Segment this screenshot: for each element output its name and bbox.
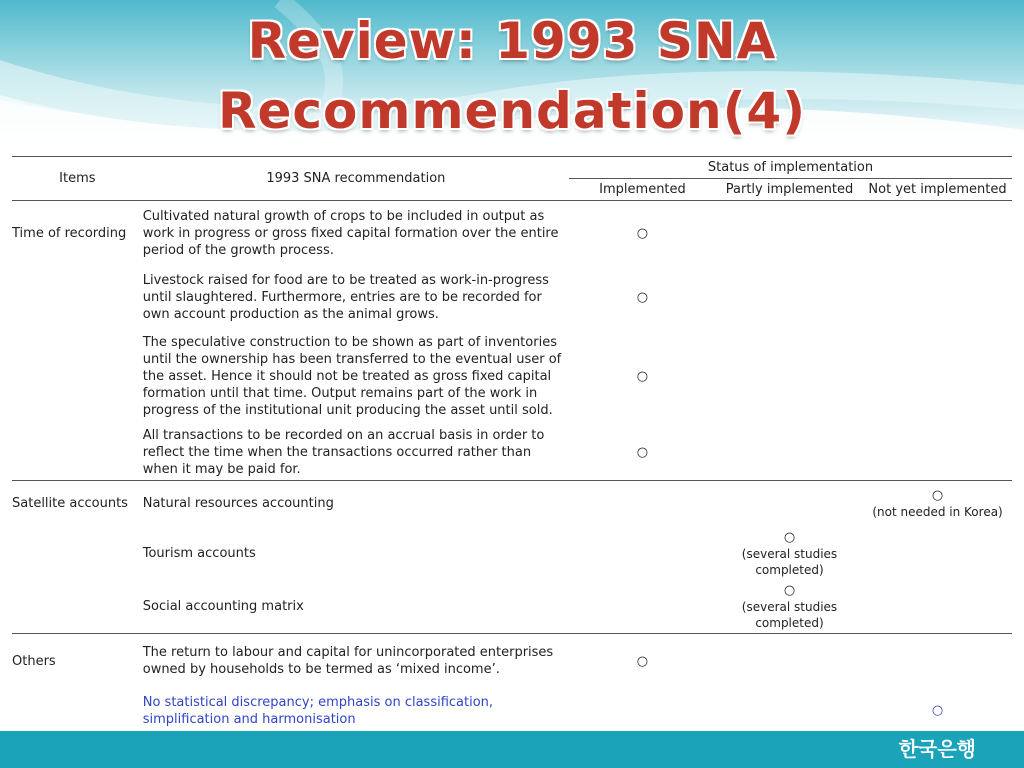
table-header-row <box>12 157 1012 179</box>
group-label-others: Others <box>12 633 143 689</box>
empty-cell <box>12 527 143 580</box>
empty-cell <box>863 267 1012 329</box>
header-status: Status of implementation <box>569 157 1012 179</box>
header-items: Items <box>12 157 143 201</box>
circle-mark-icon: ○ <box>931 703 944 719</box>
header-recommendation: 1993 SNA recommendation <box>143 157 569 201</box>
recommendation-text: Social accounting matrix <box>142 598 304 614</box>
recommendation-text: The speculative construction to be shown as part of inventories until the ownership has been transferred to the eventual user of the asset. Hence it should not be treated as gross fixed capital formation until that time. Output remains part of the work in progress of the institutional unit producing the asset until sold. <box>142 335 562 418</box>
empty-cell <box>569 580 716 634</box>
empty-cell <box>716 201 863 267</box>
implemented-mark <box>569 633 716 689</box>
page-title <box>0 6 1024 146</box>
empty-cell <box>569 527 716 580</box>
empty-cell <box>863 527 1012 580</box>
header-partly: Partly implemented <box>725 182 854 197</box>
footer-bar <box>0 731 1024 768</box>
implemented-mark <box>569 267 716 329</box>
circle-mark-icon: ○ <box>636 226 649 242</box>
not-yet-mark <box>863 481 1012 527</box>
recommendation-text: Livestock raised for food are to be treated as work-in-progress until slaughtered. Furthermore, entries are to be recorded for own account production as the animal grows. <box>142 273 549 322</box>
empty-cell <box>569 481 716 527</box>
empty-cell <box>863 201 1012 267</box>
empty-cell <box>863 329 1012 425</box>
header-implemented: Implemented <box>599 182 686 197</box>
recommendation-text: Tourism accounts <box>142 545 256 561</box>
partly-mark <box>716 580 863 634</box>
table-row <box>12 425 1012 481</box>
circle-mark-icon: ○ <box>636 290 649 305</box>
circle-mark-icon: ○ <box>783 529 796 545</box>
sna-table <box>12 156 1012 734</box>
empty-cell <box>716 267 863 329</box>
empty-cell <box>716 689 863 733</box>
circle-mark-icon: ○ <box>636 369 649 384</box>
implemented-mark <box>569 201 716 267</box>
table-row <box>12 689 1012 733</box>
table-row <box>12 481 1012 527</box>
header-not-yet: Not yet implemented <box>868 182 1007 197</box>
table-row <box>12 329 1012 425</box>
circle-mark-icon: ○ <box>636 653 649 669</box>
empty-cell <box>12 580 143 634</box>
implemented-mark <box>569 425 716 481</box>
empty-cell <box>716 481 863 527</box>
status-note: (several studies completed) <box>741 546 838 577</box>
empty-cell <box>863 633 1012 689</box>
recommendation-text: No statistical discrepancy; emphasis on classification, simplification and harmonisation <box>143 689 569 733</box>
group-label-satellite: Satellite accounts <box>12 481 143 527</box>
status-note: (not needed in Korea) <box>872 505 1003 520</box>
empty-cell <box>716 633 863 689</box>
recommendation-text: All transactions to be recorded on an accrual basis in order to reflect the time when the transactions occurred rather than when it may be paid for. <box>142 427 545 477</box>
table-row <box>12 580 1012 634</box>
table-row <box>12 633 1012 689</box>
recommendation-text: The return to labour and capital for unincorporated enterprises owned by households to be termed as ‘mixed income’. <box>143 633 569 689</box>
empty-cell <box>863 580 1012 634</box>
circle-mark-icon: ○ <box>783 582 796 598</box>
empty-cell <box>863 425 1012 481</box>
recommendation-text: Cultivated natural growth of crops to be included in output as work in progress or gross fixed capital formation over the entire period of the growth process. <box>143 201 569 267</box>
title-line-1: Review: 1993 SNA <box>247 12 777 70</box>
empty-cell <box>716 425 863 481</box>
partly-mark <box>716 527 863 580</box>
status-note: (several studies completed) <box>741 599 838 630</box>
empty-cell <box>569 689 716 733</box>
table-row <box>12 267 1012 329</box>
recommendation-text: Natural resources accounting <box>143 481 569 527</box>
implemented-mark <box>569 329 716 425</box>
table-row <box>12 527 1012 580</box>
bank-logo: 한국은행 <box>898 737 976 761</box>
table-row <box>12 201 1012 267</box>
empty-cell <box>716 329 863 425</box>
empty-cell <box>12 689 143 733</box>
circle-mark-icon: ○ <box>931 488 944 504</box>
circle-mark-icon: ○ <box>636 444 649 460</box>
title-line-2: Recommendation(4) <box>217 82 807 140</box>
group-label-time: Time of recording <box>12 201 143 481</box>
not-yet-mark <box>863 689 1012 733</box>
